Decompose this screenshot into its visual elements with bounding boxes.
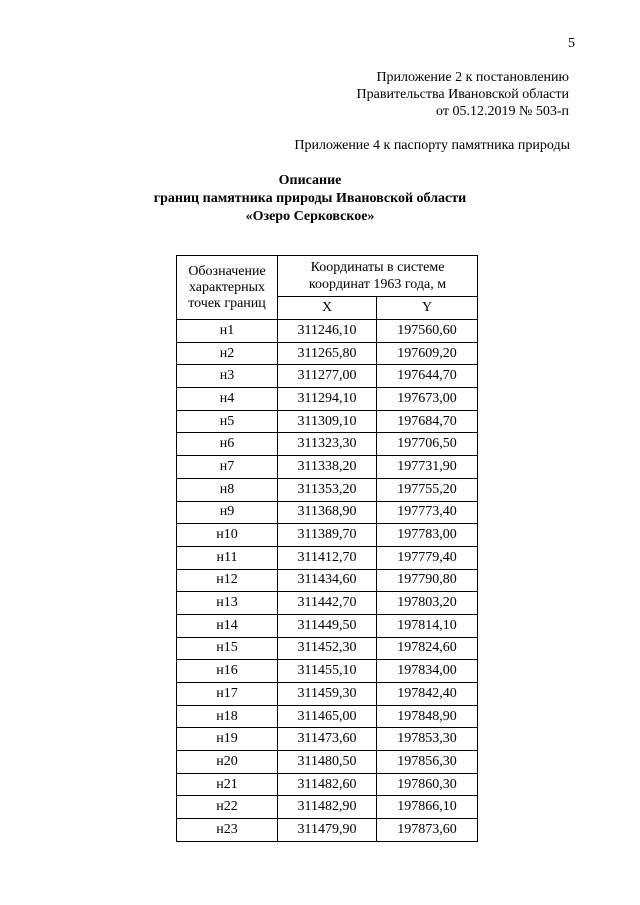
y-coordinate-cell: 197873,60 <box>377 819 478 842</box>
x-coordinate-cell: 311434,60 <box>278 569 377 592</box>
table-row <box>177 637 478 660</box>
coordinates-table-body <box>177 320 478 842</box>
y-coordinate-cell: 197755,20 <box>377 478 478 501</box>
table-row <box>177 751 478 774</box>
y-coordinate-cell: 197824,60 <box>377 637 478 660</box>
table-row <box>177 456 478 479</box>
point-cell: н5 <box>177 410 278 433</box>
point-cell: н8 <box>177 478 278 501</box>
y-coordinate-cell: 197803,20 <box>377 592 478 615</box>
header-coordinate-system: Координаты в системе координат 1963 года, м <box>278 256 478 297</box>
x-coordinate-cell: 311473,60 <box>278 728 377 751</box>
x-coordinate-cell: 311459,30 <box>278 683 377 706</box>
y-coordinate-cell: 197560,60 <box>377 320 478 343</box>
x-coordinate-cell: 311482,90 <box>278 796 377 819</box>
x-coordinate-cell: 311368,90 <box>278 501 377 524</box>
point-cell: н20 <box>177 751 278 774</box>
header-point-designation: Обозначение характерных точек границ <box>177 256 278 320</box>
x-coordinate-cell: 311449,50 <box>278 614 377 637</box>
table-row <box>177 592 478 615</box>
table-row <box>177 819 478 842</box>
table-row <box>177 320 478 343</box>
page-number: 5 <box>568 36 575 51</box>
table-row <box>177 410 478 433</box>
y-coordinate-cell: 197684,70 <box>377 410 478 433</box>
point-cell: н7 <box>177 456 278 479</box>
table-row <box>177 501 478 524</box>
x-coordinate-cell: 311455,10 <box>278 660 377 683</box>
point-cell: н9 <box>177 501 278 524</box>
y-coordinate-cell: 197779,40 <box>377 546 478 569</box>
table-row <box>177 614 478 637</box>
y-coordinate-cell: 197866,10 <box>377 796 478 819</box>
appendix-line: от 05.12.2019 № 503-п <box>436 104 569 119</box>
x-coordinate-cell: 311389,70 <box>278 524 377 547</box>
point-cell: н16 <box>177 660 278 683</box>
y-coordinate-cell: 197706,50 <box>377 433 478 456</box>
x-coordinate-cell: 311338,20 <box>278 456 377 479</box>
y-coordinate-cell: 197856,30 <box>377 751 478 774</box>
y-coordinate-cell: 197773,40 <box>377 501 478 524</box>
y-coordinate-cell: 197834,00 <box>377 660 478 683</box>
table-row <box>177 569 478 592</box>
point-cell: н6 <box>177 433 278 456</box>
passport-appendix-note: Приложение 4 к паспорту памятника природы <box>294 138 570 153</box>
table-row <box>177 728 478 751</box>
header-x: X <box>278 297 377 320</box>
appendix-reference <box>357 69 569 120</box>
point-cell: н13 <box>177 592 278 615</box>
point-cell: н21 <box>177 773 278 796</box>
point-cell: н11 <box>177 546 278 569</box>
point-cell: н17 <box>177 683 278 706</box>
point-cell: н10 <box>177 524 278 547</box>
x-coordinate-cell: 311480,50 <box>278 751 377 774</box>
appendix-line: Приложение 2 к постановлению <box>376 70 569 85</box>
table-row <box>177 705 478 728</box>
appendix-line: Правительства Ивановской области <box>356 87 569 102</box>
y-coordinate-cell: 197842,40 <box>377 683 478 706</box>
x-coordinate-cell: 311452,30 <box>278 637 377 660</box>
y-coordinate-cell: 197790,80 <box>377 569 478 592</box>
x-coordinate-cell: 311246,10 <box>278 320 377 343</box>
y-coordinate-cell: 197814,10 <box>377 614 478 637</box>
y-coordinate-cell: 197853,30 <box>377 728 478 751</box>
x-coordinate-cell: 311353,20 <box>278 478 377 501</box>
coordinates-table <box>176 255 478 842</box>
x-coordinate-cell: 311294,10 <box>278 388 377 411</box>
point-cell: н23 <box>177 819 278 842</box>
table-row <box>177 433 478 456</box>
y-coordinate-cell: 197848,90 <box>377 705 478 728</box>
heading-line: границ памятника природы Ивановской области <box>153 191 467 206</box>
point-cell: н12 <box>177 569 278 592</box>
table-row <box>177 342 478 365</box>
point-cell: н1 <box>177 320 278 343</box>
point-cell: н18 <box>177 705 278 728</box>
document-heading <box>0 172 640 226</box>
point-cell: н3 <box>177 365 278 388</box>
point-cell: н14 <box>177 614 278 637</box>
x-coordinate-cell: 311265,80 <box>278 342 377 365</box>
y-coordinate-cell: 197609,20 <box>377 342 478 365</box>
table-row <box>177 365 478 388</box>
x-coordinate-cell: 311442,70 <box>278 592 377 615</box>
heading-line: «Озеро Серковское» <box>245 209 375 224</box>
y-coordinate-cell: 197783,00 <box>377 524 478 547</box>
x-coordinate-cell: 311323,30 <box>278 433 377 456</box>
x-coordinate-cell: 311482,60 <box>278 773 377 796</box>
y-coordinate-cell: 197673,00 <box>377 388 478 411</box>
table-row <box>177 773 478 796</box>
x-coordinate-cell: 311479,90 <box>278 819 377 842</box>
table-row <box>177 683 478 706</box>
header-y: Y <box>377 297 478 320</box>
table-row <box>177 524 478 547</box>
point-cell: н4 <box>177 388 278 411</box>
y-coordinate-cell: 197860,30 <box>377 773 478 796</box>
point-cell: н2 <box>177 342 278 365</box>
heading-line: Описание <box>278 173 342 188</box>
y-coordinate-cell: 197731,90 <box>377 456 478 479</box>
point-cell: н19 <box>177 728 278 751</box>
table-row <box>177 660 478 683</box>
table-row <box>177 478 478 501</box>
x-coordinate-cell: 311277,00 <box>278 365 377 388</box>
point-cell: н15 <box>177 637 278 660</box>
table-row <box>177 546 478 569</box>
table-row <box>177 796 478 819</box>
x-coordinate-cell: 311309,10 <box>278 410 377 433</box>
y-coordinate-cell: 197644,70 <box>377 365 478 388</box>
x-coordinate-cell: 311412,70 <box>278 546 377 569</box>
x-coordinate-cell: 311465,00 <box>278 705 377 728</box>
table-row <box>177 388 478 411</box>
point-cell: н22 <box>177 796 278 819</box>
